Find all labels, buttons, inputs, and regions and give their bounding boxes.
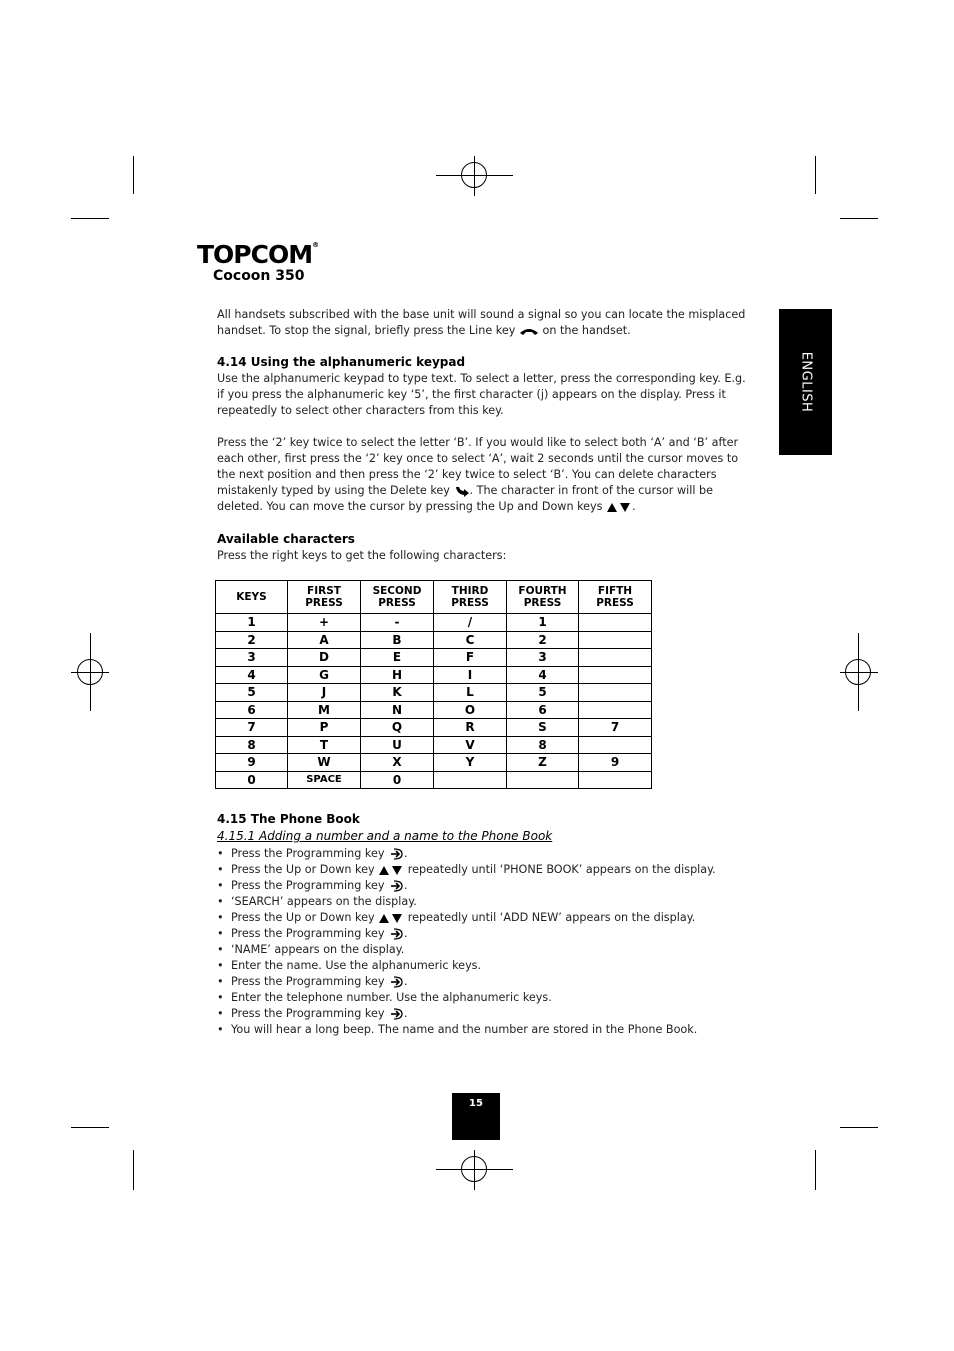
crop-mark <box>815 1150 816 1190</box>
character-cell: L <box>434 684 507 702</box>
character-cell <box>579 614 652 632</box>
character-cell: R <box>434 719 507 737</box>
step-text-after: repeatedly until ‘ADD NEW’ appears on the display. <box>404 911 696 924</box>
list-item <box>217 958 716 974</box>
key-cell: 9 <box>216 754 288 772</box>
step-text-after: . <box>404 847 408 860</box>
character-cell: U <box>361 736 434 754</box>
character-cell: V <box>434 736 507 754</box>
keypad-paragraph-1: Use the alphanumeric keypad to type text. To select a letter, press the corresponding key. E.g. if you press the alphanumeric key ‘5’, the first character (j) appears on the display. Press it repeatedly to select other characters from this key. <box>217 372 746 417</box>
character-cell <box>579 684 652 702</box>
step-text: You will hear a long beep. The name and the number are stored in the Phone Book. <box>231 1023 698 1036</box>
step-text: Enter the name. Use the alphanumeric keys. <box>231 959 482 972</box>
crop-mark <box>71 1127 109 1128</box>
character-cell: A <box>288 631 361 649</box>
programming-key-icon <box>388 848 404 860</box>
crop-mark <box>133 156 134 194</box>
table-row <box>216 701 652 719</box>
character-cell: O <box>434 701 507 719</box>
table-row <box>216 614 652 632</box>
up-down-keys-icon <box>378 913 404 924</box>
character-cell <box>579 649 652 667</box>
step-text-after: repeatedly until ‘PHONE BOOK’ appears on the display. <box>404 863 716 876</box>
character-cell: T <box>288 736 361 754</box>
step-text: Press the Programming key <box>231 879 385 892</box>
header-third-press: THIRD PRESS <box>434 581 507 614</box>
programming-key-icon <box>388 1008 404 1020</box>
character-cell <box>579 736 652 754</box>
delete-key-icon <box>454 485 470 498</box>
key-cell: 6 <box>216 701 288 719</box>
step-text-after: . <box>404 879 408 892</box>
character-cell: 1 <box>507 614 579 632</box>
character-cell: W <box>288 754 361 772</box>
character-cell: + <box>288 614 361 632</box>
character-cell: Z <box>507 754 579 772</box>
keypad-paragraph-2c: . <box>632 500 636 513</box>
up-down-keys-icon <box>606 502 632 513</box>
character-cell: 5 <box>507 684 579 702</box>
character-cell: F <box>434 649 507 667</box>
intro-paragraph <box>217 307 747 339</box>
table-row <box>216 736 652 754</box>
step-text: Press the Up or Down key <box>231 911 375 924</box>
character-cell <box>434 771 507 789</box>
list-item <box>217 974 716 990</box>
character-cell: 6 <box>507 701 579 719</box>
character-cell: - <box>361 614 434 632</box>
step-text: Press the Programming key <box>231 975 385 988</box>
table-row <box>216 771 652 789</box>
header-first-press: FIRST PRESS <box>288 581 361 614</box>
table-row <box>216 666 652 684</box>
table-row <box>216 754 652 772</box>
table-row <box>216 649 652 667</box>
character-cell: B <box>361 631 434 649</box>
character-cell: N <box>361 701 434 719</box>
language-tab <box>779 309 832 455</box>
header-second-press: SECOND PRESS <box>361 581 434 614</box>
character-cell: E <box>361 649 434 667</box>
step-text-after: . <box>404 1007 408 1020</box>
intro-line-2b: on the handset. <box>542 324 631 337</box>
list-item <box>217 846 716 862</box>
character-cell: X <box>361 754 434 772</box>
header-fourth-press: FOURTH PRESS <box>507 581 579 614</box>
character-cell: J <box>288 684 361 702</box>
table-row <box>216 719 652 737</box>
step-text: ‘NAME’ appears on the display. <box>231 943 405 956</box>
character-cell: 4 <box>507 666 579 684</box>
character-cell: D <box>288 649 361 667</box>
line-key-icon <box>519 326 539 336</box>
key-cell: 7 <box>216 719 288 737</box>
key-cell: 2 <box>216 631 288 649</box>
crop-mark <box>133 1150 134 1190</box>
character-cell: / <box>434 614 507 632</box>
step-text: Press the Programming key <box>231 927 385 940</box>
list-item <box>217 894 716 910</box>
list-item <box>217 878 716 894</box>
crop-mark <box>840 218 878 219</box>
step-text: Enter the telephone number. Use the alphanumeric keys. <box>231 991 552 1004</box>
list-item <box>217 1022 716 1038</box>
step-text-after: . <box>404 927 408 940</box>
character-cell: K <box>361 684 434 702</box>
programming-key-icon <box>388 880 404 892</box>
section-heading-4-14: 4.14 Using the alphanumeric keypad <box>217 355 466 369</box>
intro-line-1: All handsets subscribed with the base unit will sound a signal so you can locate the misplaced <box>217 308 746 321</box>
character-cell: G <box>288 666 361 684</box>
list-item <box>217 1006 716 1022</box>
character-cell: I <box>434 666 507 684</box>
crop-mark <box>815 156 816 194</box>
character-cell: 2 <box>507 631 579 649</box>
key-cell: 1 <box>216 614 288 632</box>
character-cell: 7 <box>579 719 652 737</box>
topcom-logo <box>197 242 319 267</box>
list-item <box>217 990 716 1006</box>
step-text: ‘SEARCH’ appears on the display. <box>231 895 417 908</box>
character-cell: S <box>507 719 579 737</box>
crop-mark <box>840 1127 878 1128</box>
list-item <box>217 926 716 942</box>
character-cell <box>507 771 579 789</box>
key-cell: 4 <box>216 666 288 684</box>
keypad-paragraph-2a: Press the ‘2’ key twice to select the letter ‘B’. If you would like to select both ‘A’ and ‘B’ after each other, first press the ‘2’ key once to select ‘A’, wait 2 seconds until the cursor moves to the next position and then press the ‘2’ key twice to select ‘B’. You can delete characters mistakenly typed by using the Delete key <box>217 436 739 497</box>
list-item <box>217 862 716 878</box>
character-cell <box>579 666 652 684</box>
table-header-row <box>216 581 652 614</box>
logo-text: TOPCOM <box>197 240 313 269</box>
step-text: Press the Up or Down key <box>231 863 375 876</box>
key-cell: 8 <box>216 736 288 754</box>
character-cell: H <box>361 666 434 684</box>
up-down-keys-icon <box>378 865 404 876</box>
table-row <box>216 684 652 702</box>
phone-book-steps <box>217 846 716 1038</box>
list-item <box>217 942 716 958</box>
character-cell: C <box>434 631 507 649</box>
character-cell: 3 <box>507 649 579 667</box>
character-cell: 9 <box>579 754 652 772</box>
model-name: Cocoon 350 <box>213 268 305 284</box>
character-cell: Q <box>361 719 434 737</box>
page-number: 15 <box>452 1093 500 1140</box>
header-fifth-press: FIFTH PRESS <box>579 581 652 614</box>
character-cell: P <box>288 719 361 737</box>
character-cell: Y <box>434 754 507 772</box>
character-cell <box>579 631 652 649</box>
subsection-heading-4-15-1: 4.15.1 Adding a number and a name to the Phone Book <box>217 829 553 843</box>
list-item <box>217 910 716 926</box>
table-row <box>216 631 652 649</box>
available-characters-intro: Press the right keys to get the following characters: <box>217 549 507 562</box>
key-cell: 3 <box>216 649 288 667</box>
characters-table <box>215 580 652 789</box>
keypad-paragraph-2b: . The character in front of the cursor will be deleted. You can move the cursor by pressing the Up and Down keys <box>217 484 713 513</box>
character-cell: SPACE <box>288 771 361 789</box>
step-text: Press the Programming key <box>231 847 385 860</box>
key-cell: 0 <box>216 771 288 789</box>
character-cell: M <box>288 701 361 719</box>
step-text: Press the Programming key <box>231 1007 385 1020</box>
registered-mark: ® <box>312 241 320 249</box>
programming-key-icon <box>388 928 404 940</box>
character-cell <box>579 701 652 719</box>
character-cell: 0 <box>361 771 434 789</box>
intro-line-2a: handset. To stop the signal, briefly press the Line key <box>217 324 516 337</box>
keypad-paragraph-2 <box>217 435 747 515</box>
character-cell <box>579 771 652 789</box>
language-tab-label: ENGLISH <box>798 351 813 413</box>
header-keys: KEYS <box>216 581 288 614</box>
crop-mark <box>71 218 109 219</box>
key-cell: 5 <box>216 684 288 702</box>
programming-key-icon <box>388 976 404 988</box>
character-cell: 8 <box>507 736 579 754</box>
available-characters-heading: Available characters <box>217 532 355 546</box>
section-heading-4-15: 4.15 The Phone Book <box>217 812 360 826</box>
step-text-after: . <box>404 975 408 988</box>
